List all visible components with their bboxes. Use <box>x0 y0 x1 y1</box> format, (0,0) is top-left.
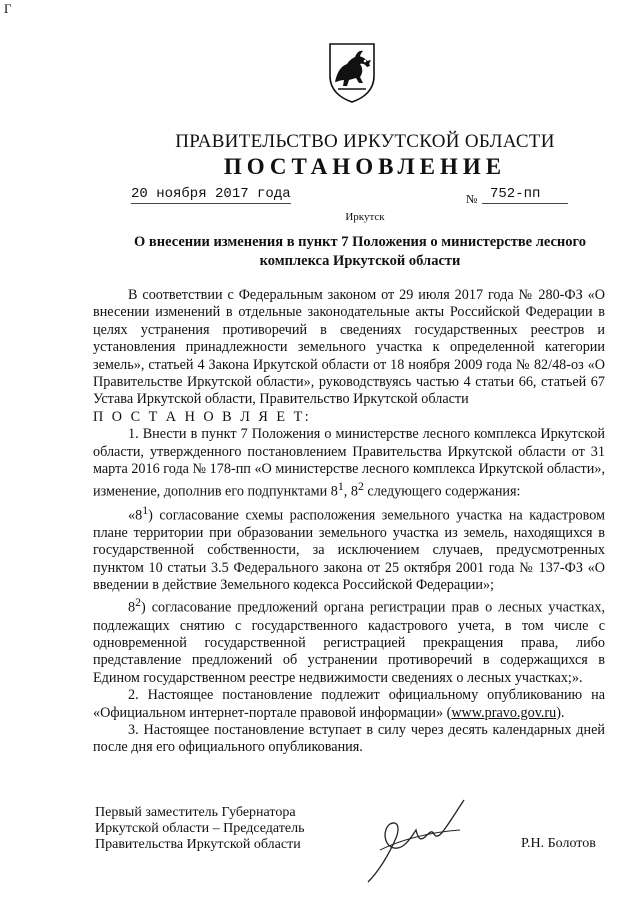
document-number: 752-пп <box>482 186 568 204</box>
item-1-paragraph <box>93 426 605 501</box>
coat-of-arms-emblem <box>327 42 377 104</box>
document-date: 20 ноября 2017 года <box>131 186 291 202</box>
item-1-sup-2: 2 <box>357 479 364 494</box>
signatory-name: Р.Н. Болотов <box>521 836 596 851</box>
subitem-8-2-text: ) согласование предложений органа регистрации прав о лесных участках, подлежащих снятию с государственного кадастрового учета, в том числе с одновременной государственной регистрацией прекращения права, либо представление предложений об устранении противоречий в содержащихся в Едином государственном реестре недвижимости сведениях о лесных участках;». <box>93 600 605 686</box>
handwritten-signature <box>360 790 480 890</box>
item-1-text-b: , 8 <box>343 484 358 501</box>
signatory-title-block <box>95 805 304 853</box>
item-2-paragraph <box>93 687 605 722</box>
corner-mark: Г <box>4 1 12 16</box>
subject-line-1: О внесении изменения в пункт 7 Положения о министерстве лесного <box>134 234 586 250</box>
subitem-8-2-sup: 2 <box>135 595 142 610</box>
signatory-line-1: Первый заместитель Губернатора <box>95 805 296 820</box>
signatory-line-3: Правительства Иркутской области <box>95 837 301 852</box>
subitem-8-2-prefix: 8 <box>128 600 136 617</box>
document-type-heading: ПОСТАНОВЛЕНИЕ <box>223 154 507 179</box>
item-1-text-c: следующего содержания: <box>363 484 521 501</box>
document-body <box>93 287 605 757</box>
government-title: ПРАВИТЕЛЬСТВО ИРКУТСКОЙ ОБЛАСТИ <box>175 131 555 152</box>
subitem-8-1-text: ) согласование схемы расположения земельного участка на кадастровом плане территории при образовании земельного участка из земель, находящихся в государственной собственности, за исключением случаев, предусмотренных пунктом 10 статьи 3.5 Федерального закона от 25 октября 2001 года № 137-ФЗ «О введении в действие Земельного кодекса Российской Федерации»; <box>93 507 605 593</box>
number-sign: № <box>466 192 478 206</box>
item-2-end: ). <box>556 704 565 721</box>
subitem-8-1-paragraph <box>93 502 605 595</box>
pravo-gov-link[interactable]: www.pravo.gov.ru <box>451 704 557 721</box>
item-2-text: 2. Настоящее постановление подлежит официальному опубликованию на «Официальном интернет-портале правовой информации» ( <box>93 687 605 721</box>
item-1-sup-1: 1 <box>337 479 344 494</box>
issue-city: Иркутск <box>345 211 385 223</box>
preamble-paragraph: В соответствии с Федеральным законом от 29 июля 2017 года № 280-ФЗ «О внесении изменений в отдельные законодательные акты Российской Федерации в целях устранения противоречий в сведениях государственных реестров и установления принадлежности земельного участка к определенной категории земель», статьей 4 Закона Иркутской области от 18 ноября 2009 года № 82/48-оз «О Правительстве Иркутской области», руководствуясь частью 4 статьи 66, статьей 67 Устава Иркутской области, Правительство Иркутской области <box>93 287 605 408</box>
subitem-8-1-sup: 1 <box>142 502 149 517</box>
subject-line-2: комплекса Иркутской области <box>259 253 461 269</box>
item-1-text-a: 1. Внести в пункт 7 Положения о министерстве лесного комплекса Иркутской области, утвержденного постановлением Правительства Иркутской области от 31 марта 2016 года № 178-пп «О министерстве лесного комплекса Иркутской области», изменение, дополнив его подпунктами 8 <box>93 426 605 501</box>
subitem-8-1-prefix: «8 <box>128 507 143 524</box>
subitem-8-2-paragraph <box>93 594 605 687</box>
item-3-paragraph: 3. Настоящее постановление вступает в силу через десять календарных дней после дня его официального опубликования. <box>93 721 605 756</box>
signatory-line-2: Иркутской области – Председатель <box>95 821 305 836</box>
decree-word: П О С Т А Н О В Л Я Е Т: <box>93 408 312 425</box>
document-subject <box>110 233 610 271</box>
